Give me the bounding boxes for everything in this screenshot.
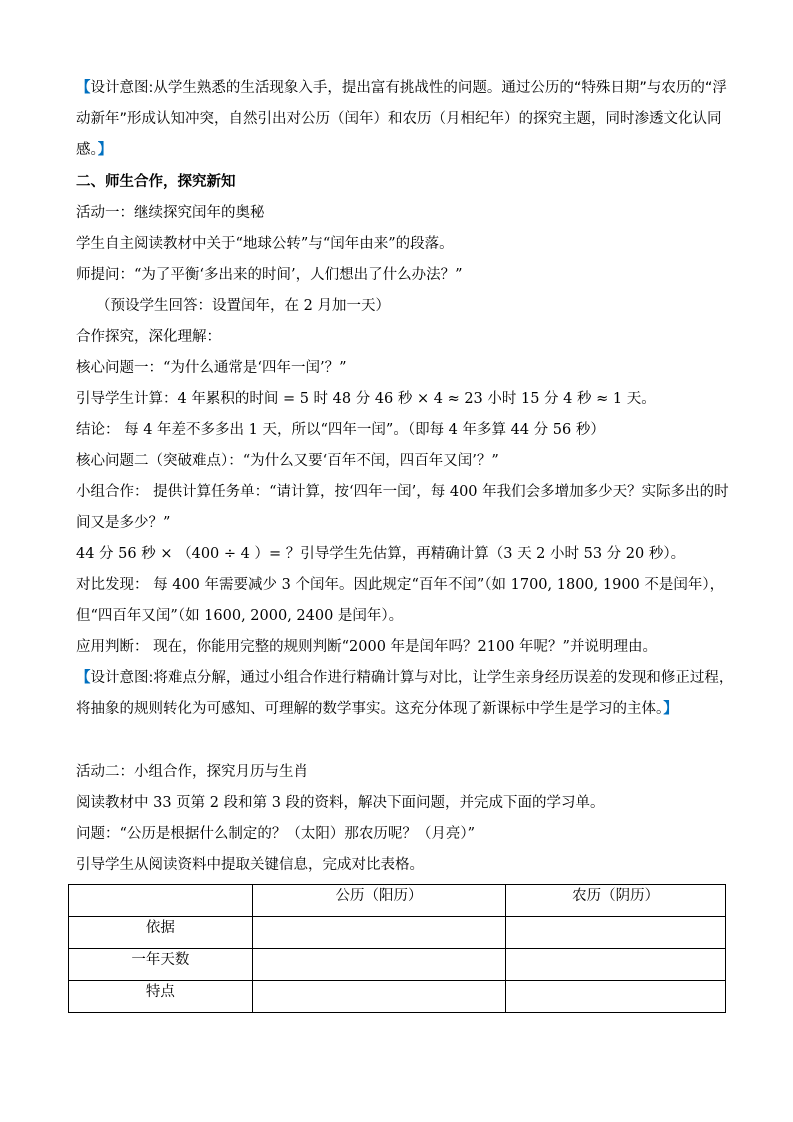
conclusion: 结论： 每 4 年差不多多出 1 天，所以“四年一闰”。（即每 4 年多算 44 分 56 秒） bbox=[76, 422, 605, 438]
design-note-text: :将难点分解，通过小组合作进行精确计算与对比，让学生亲身经历误差的发现和修正过程，将抽象的规则转化为可感知、可理解的数学事实。这充分体现了新课标中学生是学习的主体。 bbox=[76, 670, 734, 717]
table-cell-input[interactable] bbox=[506, 949, 726, 981]
preset-answer: （预设学生回答：设置闰年，在 2 月加一天） bbox=[96, 298, 390, 314]
table-row bbox=[69, 917, 726, 949]
table-row-label: 一年天数 bbox=[69, 949, 253, 981]
core-question-2: 核心问题二（突破难点）：“为什么又要‘百年不闰，四百年又闰’？” bbox=[76, 453, 499, 469]
core-question-1: 核心问题一：“为什么通常是‘四年一闰’？” bbox=[76, 360, 347, 376]
design-note-label: 设计意图 bbox=[90, 80, 149, 96]
activity1-read: 学生自主阅读教材中关于“地球公转”与“闰年由来”的段落。 bbox=[76, 236, 454, 252]
activity2-guide: 引导学生从阅读资料中提取关键信息，完成对比表格。 bbox=[76, 857, 424, 873]
compare-finding: 对比发现： 每 400 年需要减少 3 个闰年。因此规定“百年不闰”（如 1700, 1800, 1900 不是闰年），但“四百年又闰”（如 1600, 2000, 2400 是闰年）。 bbox=[76, 577, 725, 624]
table-row-label: 特点 bbox=[69, 981, 253, 1013]
table-cell-input[interactable] bbox=[252, 981, 506, 1013]
table-cell-input[interactable] bbox=[506, 917, 726, 949]
group-task: 小组合作： 提供计算任务单：“请计算，按‘四年一闰’，每 400 年我们会多增加多少天？实际多出的时间又是多少？” bbox=[76, 484, 729, 531]
activity2-title: 活动二：小组合作，探究月历与生肖 bbox=[76, 764, 308, 780]
activity2-read: 阅读教材中 33 页第 2 段和第 3 段的资料，解决下面问题，并完成下面的学习单。 bbox=[76, 795, 605, 811]
table-row bbox=[69, 949, 726, 981]
table-header-cell: 公历（阳历） bbox=[252, 885, 506, 917]
section-heading: 二、师生合作，探究新知 bbox=[76, 174, 236, 190]
table-header-cell: 农历（阴历） bbox=[506, 885, 726, 917]
coop-label: 合作探究，深化理解： bbox=[76, 329, 221, 345]
design-note-2 bbox=[76, 663, 736, 725]
activity1-title: 活动一：继续探究闰年的奥秘 bbox=[76, 205, 265, 221]
design-note-text: :从学生熟悉的生活现象入手，提出富有挑战性的问题。通过公历的“特殊日期”与农历的“浮动新年”形成认知冲突，自然引出对公历（闰年）和农历（月相纪年）的探究主题，同时渗透文化认同感。 bbox=[76, 80, 727, 158]
table-row-label: 依据 bbox=[69, 917, 253, 949]
design-note-label: 设计意图 bbox=[90, 670, 149, 686]
calc-2: 44 分 56 秒 × （400 ÷ 4 ）= ？引导学生先估算，再精确计算（3 天 2 小时 53 分 20 秒）。 bbox=[76, 546, 686, 562]
design-note-1 bbox=[76, 73, 736, 166]
table-header-cell bbox=[69, 885, 253, 917]
bracket-open: 【 bbox=[76, 80, 91, 96]
table-cell-input[interactable] bbox=[252, 949, 506, 981]
comparison-table bbox=[68, 884, 726, 1013]
table-cell-input[interactable] bbox=[252, 917, 506, 949]
calc-1: 引导学生计算：4 年累积的时间 = 5 时 48 分 46 秒 × 4 ≈ 23 小时 15 分 4 秒 ≈ 1 天。 bbox=[76, 391, 656, 407]
bracket-open: 【 bbox=[76, 670, 91, 686]
activity1-question: 师提问：“为了平衡‘多出来的时间’，人们想出了什么办法？” bbox=[76, 267, 463, 283]
table-cell-input[interactable] bbox=[506, 981, 726, 1013]
table-row bbox=[69, 981, 726, 1013]
table-header-row bbox=[69, 885, 726, 917]
apply-judgement: 应用判断： 现在，你能用完整的规则判断“2000 年是闰年吗？2100 年呢？”并说明理由。 bbox=[76, 639, 657, 655]
activity2-question: 问题：“公历是根据什么制定的？（太阳）那农历呢？（月亮）” bbox=[76, 826, 476, 842]
bracket-close: 】 bbox=[663, 701, 678, 717]
bracket-close: 】 bbox=[97, 142, 113, 158]
